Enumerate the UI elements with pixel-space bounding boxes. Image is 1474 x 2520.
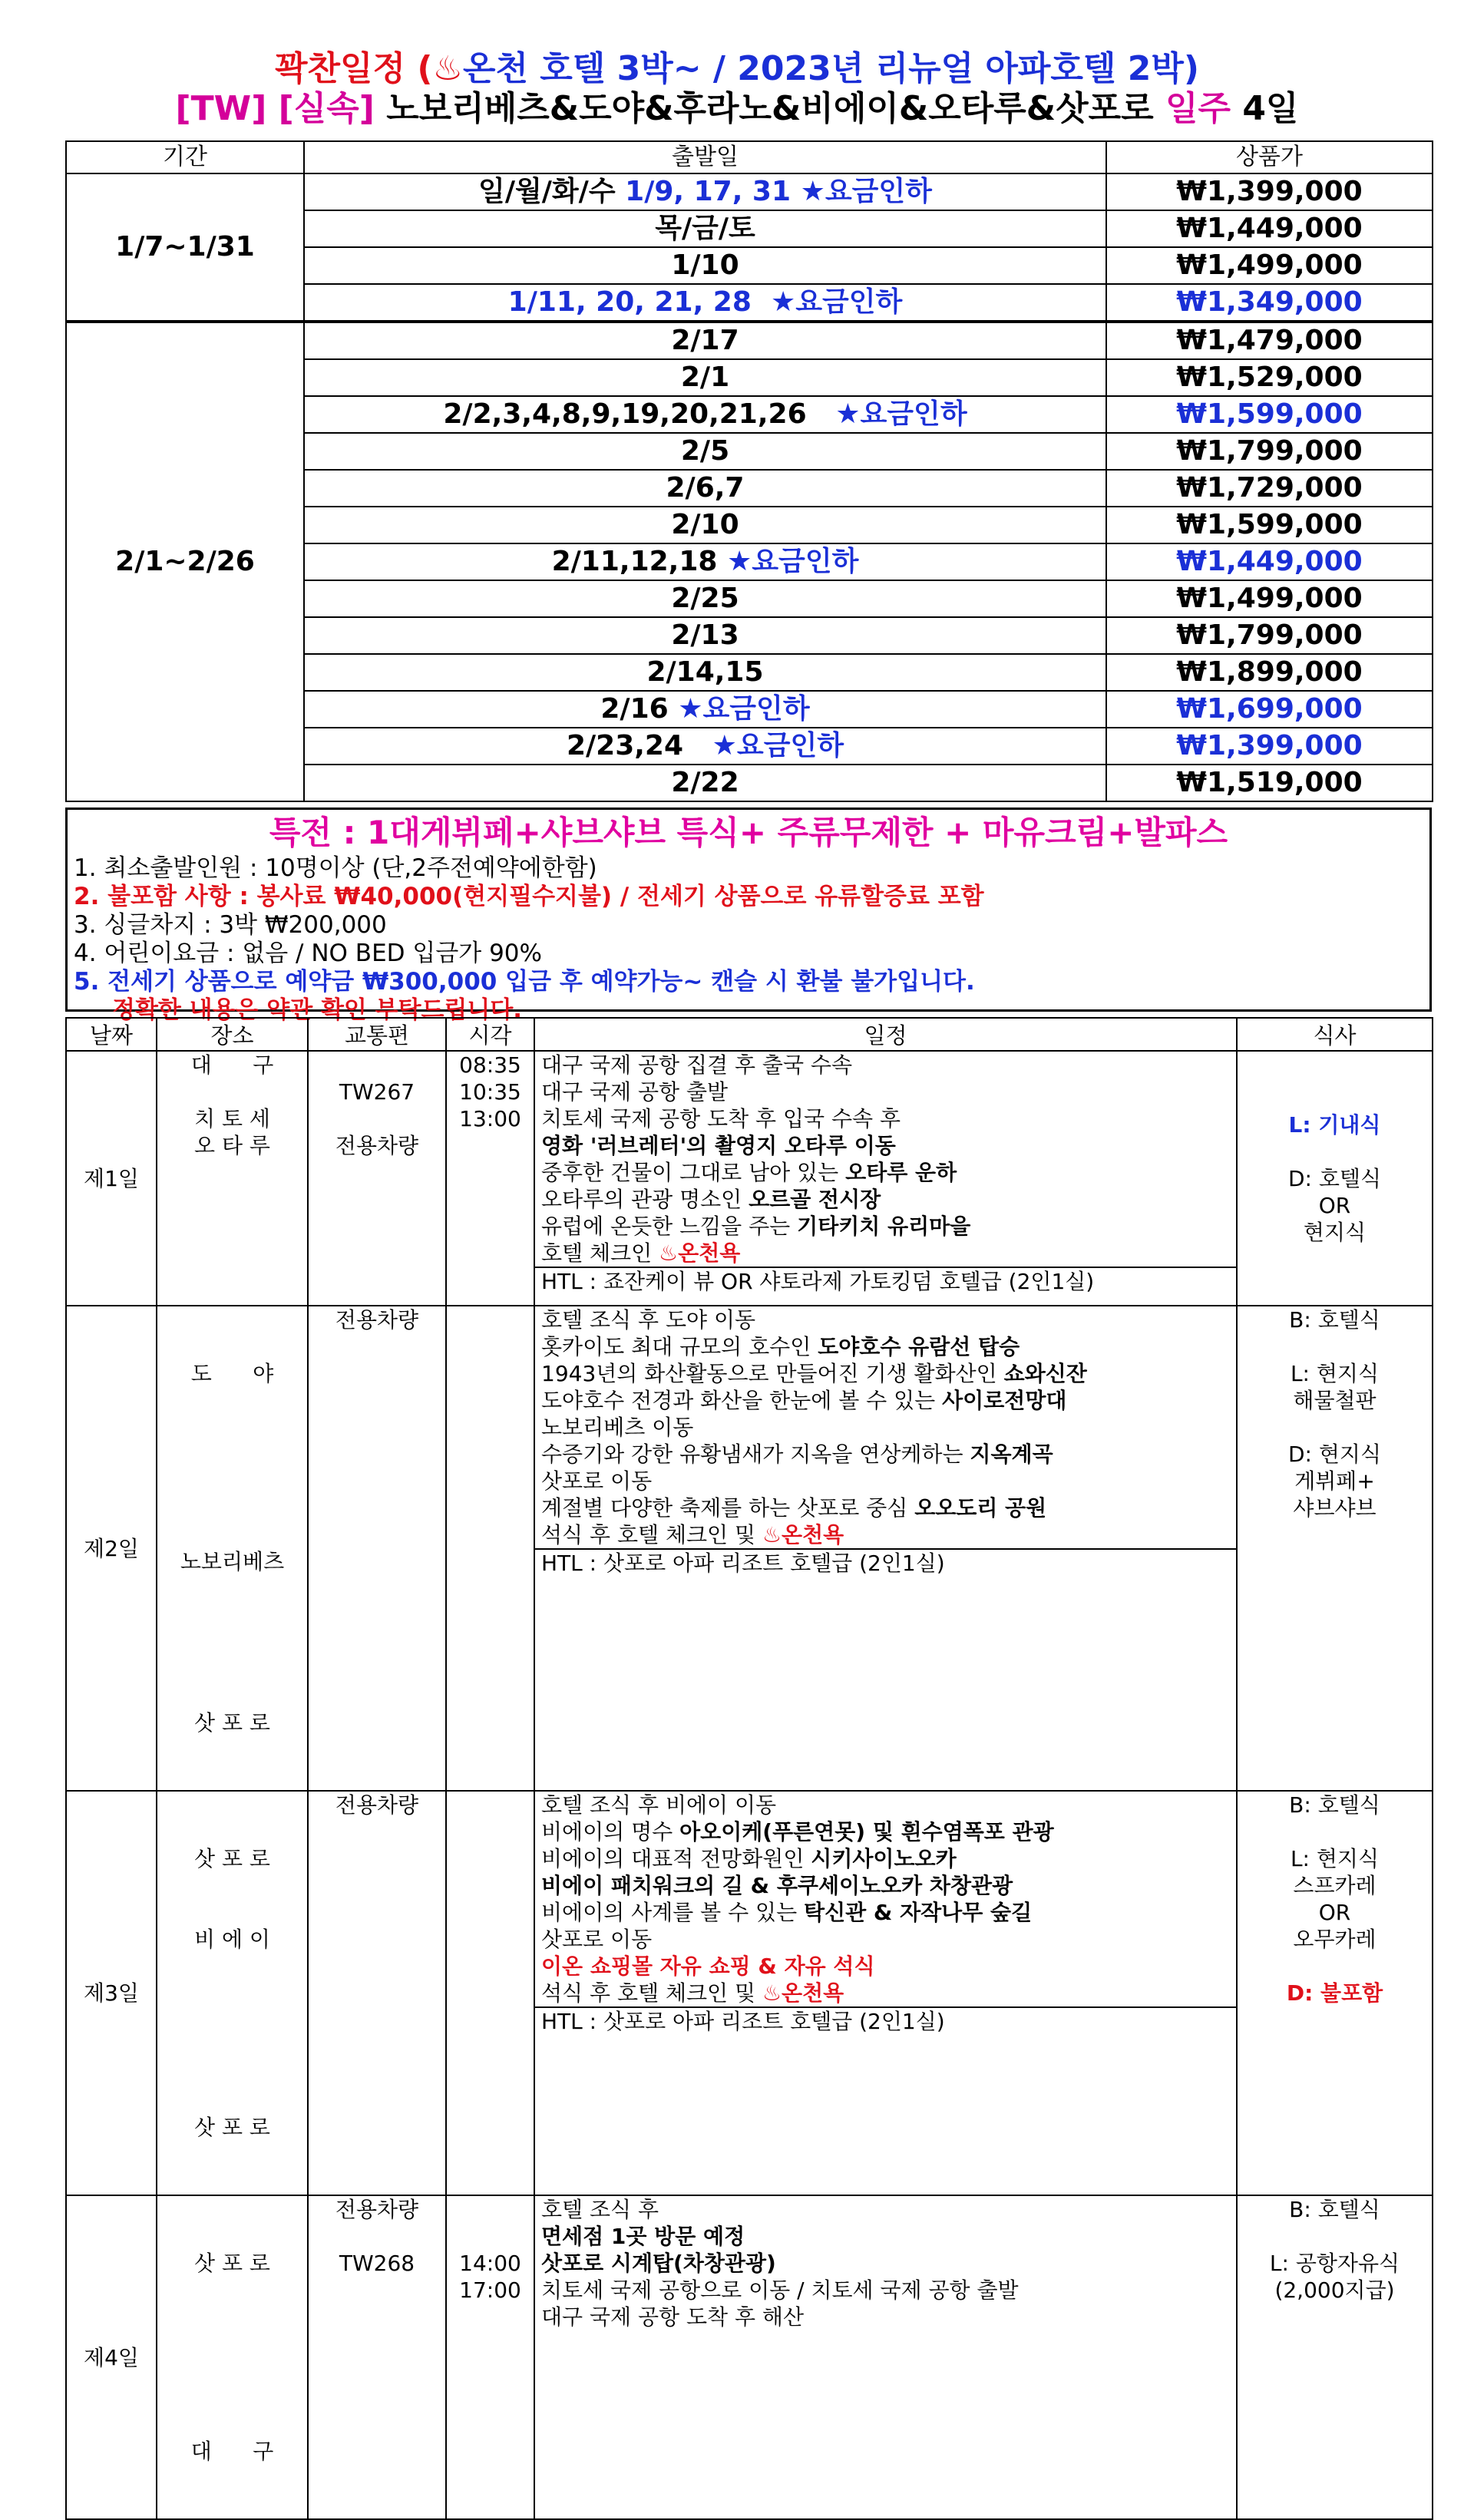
day-schedule: 호텔 조식 후 도야 이동 홋카이도 최대 규모의 호수인 도야호수 유람선 탑승 1943년의 화산활동으로 만들어진 기생 활화산인 쇼와신잔 도야호수 전경과 화산을 한눈에 볼 수 있는 사이로전망대 노보리베츠 이동 수증기와 강한 유황냄새가 지옥을 연상케하는 지옥계곡 삿포로 이동 계절별 다양한 축제를 하는 삿포로 중심 오오도리 공원 석식 후 호텔 체크인 및 ♨온천욕 HTL : 삿포로 아파 리조트 호텔급 (2인1실) bbox=[534, 1306, 1237, 1791]
price-cell: ₩1,599,000 bbox=[1106, 396, 1433, 433]
hot-spring-icon: ♨ bbox=[762, 1980, 782, 2006]
day-row bbox=[66, 1051, 1433, 1306]
hotel-info: HTL : 삿포로 아파 리조트 호텔급 (2인1실) bbox=[535, 2006, 1236, 2035]
departure-cell: 2/16 ★요금인하 bbox=[304, 691, 1106, 728]
day-meals: B: 호텔식 L: 현지식 해물철판 D: 현지식 게뷔페+ 샤브샤브 bbox=[1237, 1306, 1433, 1791]
benefits-heading: 특전 : 1대게뷔페+샤브샤브 특식+ 주류무제한 + 마유크림+발파스 bbox=[269, 814, 1228, 851]
day-places: 삿 포 로 대 구 bbox=[157, 2195, 308, 2519]
day-row bbox=[66, 1791, 1433, 2195]
departure-cell: 2/5 bbox=[304, 433, 1106, 470]
day-label: 제2일 bbox=[66, 1306, 157, 1791]
departure-cell: 2/23,24 ★요금인하 bbox=[304, 728, 1106, 765]
discount-badge: ★요금인하 bbox=[727, 546, 859, 577]
departure-cell: 2/14,15 bbox=[304, 654, 1106, 691]
day-label: 제3일 bbox=[66, 1791, 157, 2195]
day-meals: L: 기내식 D: 호텔식 OR 현지식 bbox=[1237, 1051, 1433, 1306]
note-child-fee: 4. 어린이요금 : 없음 / NO BED 입금가 90% bbox=[74, 940, 542, 967]
departure-cell: 2/6,7 bbox=[304, 470, 1106, 507]
header-period: 기간 bbox=[66, 141, 304, 173]
price-cell: ₩1,599,000 bbox=[1106, 507, 1433, 543]
price-cell: ₩1,799,000 bbox=[1106, 433, 1433, 470]
header-schedule: 일정 bbox=[534, 1018, 1237, 1051]
discount-badge: ★요금인하 bbox=[800, 176, 932, 207]
price-cell: ₩1,529,000 bbox=[1106, 359, 1433, 396]
day-places: 도 야 노보리베츠 삿 포 로 bbox=[157, 1306, 308, 1791]
table-row bbox=[66, 322, 1433, 359]
title-prefix: 꽉찬일정 ( bbox=[275, 49, 433, 88]
day-places: 삿 포 로 비 에 이 삿 포 로 bbox=[157, 1791, 308, 2195]
header-place: 장소 bbox=[157, 1018, 308, 1051]
hotel-info: HTL : 삿포로 아파 리조트 호텔급 (2인1실) bbox=[535, 1548, 1236, 1577]
day-row bbox=[66, 1306, 1433, 1791]
day-label: 제4일 bbox=[66, 2195, 157, 2519]
price-cell: ₩1,729,000 bbox=[1106, 470, 1433, 507]
title-hotel-info: 온천 호텔 3박~ / 2023년 리뉴얼 아파호텔 2박) bbox=[462, 49, 1199, 88]
day-schedule: 호텔 조식 후 면세점 1곳 방문 예정 삿포로 시계탑(차창관광) 치토세 국제 공항으로 이동 / 치토세 국제 공항 출발 대구 국제 공항 도착 후 해산 bbox=[534, 2195, 1237, 2519]
route-text: 노보리베츠&도야&후라노&비에이&오타루&삿포로 bbox=[386, 89, 1154, 128]
tour-word: 일주 bbox=[1165, 89, 1231, 128]
header-departure: 출발일 bbox=[304, 141, 1106, 173]
product-type-tag: [실속] bbox=[278, 89, 375, 128]
departure-cell: 일/월/화/수 1/9, 17, 31 ★요금인하 bbox=[304, 173, 1106, 210]
note-not-included: 2. 불포함 사항 : 봉사료 ₩40,000(현지필수지불) / 전세기 상품으로 유류할증료 포함 bbox=[74, 883, 984, 910]
price-table-header bbox=[66, 141, 1433, 173]
table-row bbox=[66, 173, 1433, 210]
price-table bbox=[65, 140, 1433, 802]
airline-tag: [TW] bbox=[175, 89, 267, 128]
day-schedule: 호텔 조식 후 비에이 이동 비에이의 명수 아오이케(푸른연못) 및 흰수염폭포 관광 비에이의 대표적 전망화원인 시키사이노오카 비에이 패치워크의 길 & 후쿠세이노오카 차창관광 비에이의 사계를 볼 수 있는 탁신관 & 자작나무 숲길 삿포로 이동 이온 쇼핑몰 자유 쇼핑 & 자유 석식 석식 후 호텔 체크인 및 ♨온천욕 HTL : 삿포로 아파 리조트 호텔급 (2인1실) bbox=[534, 1791, 1237, 2195]
header-day: 날짜 bbox=[66, 1018, 157, 1051]
departure-cell: 2/10 bbox=[304, 507, 1106, 543]
header-time: 시각 bbox=[446, 1018, 534, 1051]
hot-spring-icon: ♨ bbox=[659, 1240, 679, 1266]
period-cell: 1/7~1/31 bbox=[66, 173, 304, 322]
hotel-info: HTL : 죠잔케이 뷰 OR 샤토라제 가토킹덤 호텔급 (2인1실) bbox=[535, 1267, 1236, 1295]
note-terms: 정확한 내용은 약관 확인 부탁드립니다. bbox=[112, 996, 523, 1024]
departure-cell: 목/금/토 bbox=[304, 210, 1106, 247]
day-times bbox=[446, 1791, 534, 2195]
departure-cell: 2/17 bbox=[304, 322, 1106, 359]
day-transport: 전용차량 TW268 bbox=[308, 2195, 446, 2519]
price-cell: ₩1,399,000 bbox=[1106, 173, 1433, 210]
hot-spring-icon: ♨ bbox=[432, 49, 463, 88]
discount-badge: ★요금인하 bbox=[712, 730, 844, 761]
day-times bbox=[446, 1306, 534, 1791]
discount-badge: ★요금인하 bbox=[678, 693, 810, 725]
price-cell: ₩1,449,000 bbox=[1106, 210, 1433, 247]
price-cell: ₩1,699,000 bbox=[1106, 691, 1433, 728]
itinerary-table bbox=[65, 1017, 1433, 2520]
departure-cell: 2/11,12,18 ★요금인하 bbox=[304, 543, 1106, 580]
day-transport: 전용차량 bbox=[308, 1306, 446, 1791]
price-cell: ₩1,499,000 bbox=[1106, 247, 1433, 284]
departure-cell: 2/13 bbox=[304, 617, 1106, 654]
note-single-charge: 3. 싱글차지 : 3박 ₩200,000 bbox=[74, 911, 387, 939]
day-label: 제1일 bbox=[66, 1051, 157, 1306]
day-places: 대 구 치 토 세 오 타 루 bbox=[157, 1051, 308, 1306]
header-transport: 교통편 bbox=[308, 1018, 446, 1051]
price-cell: ₩1,499,000 bbox=[1106, 580, 1433, 617]
day-schedule: 대구 국제 공항 집결 후 출국 수속 대구 국제 공항 출발 치토세 국제 공항 도착 후 입국 수속 후 영화 '러브레터'의 촬영지 오타루 이동 중후한 건물이 그대로 남아 있는 오타루 운하 오타루의 관광 명소인 오르골 전시장 유럽에 온듯한 느낌을 주는 기타키치 유리마을 호텔 체크인 ♨온천욕 HTL : 죠잔케이 뷰 OR 샤토라제 가토킹덤 호텔급 (2인1실) bbox=[534, 1051, 1237, 1306]
hot-spring-icon: ♨ bbox=[762, 1522, 782, 1547]
price-cell: ₩1,479,000 bbox=[1106, 322, 1433, 359]
price-cell: ₩1,899,000 bbox=[1106, 654, 1433, 691]
price-cell: ₩1,519,000 bbox=[1106, 765, 1433, 801]
header-meal: 식사 bbox=[1237, 1018, 1433, 1051]
day-transport: 전용차량 bbox=[308, 1791, 446, 2195]
discount-badge: ★요금인하 bbox=[835, 398, 967, 430]
departure-cell: 2/1 bbox=[304, 359, 1106, 396]
departure-cell: 2/25 bbox=[304, 580, 1106, 617]
day-times: 08:35 10:35 13:00 bbox=[446, 1051, 534, 1306]
day-times: 14:00 17:00 bbox=[446, 2195, 534, 2519]
header-price: 상품가 bbox=[1106, 141, 1433, 173]
note-min-people: 1. 최소출발인원 : 10명이상 (단,2주전예약에한함) bbox=[74, 854, 597, 882]
departure-cell: 1/10 bbox=[304, 247, 1106, 284]
period-cell: 2/1~2/26 bbox=[66, 322, 304, 801]
price-cell: ₩1,449,000 bbox=[1106, 543, 1433, 580]
price-cell: ₩1,399,000 bbox=[1106, 728, 1433, 765]
page-title-line1 bbox=[0, 48, 1474, 91]
discount-badge: ★요금인하 bbox=[770, 286, 903, 318]
price-cell: ₩1,799,000 bbox=[1106, 617, 1433, 654]
page-title-line2 bbox=[0, 88, 1474, 130]
duration-text: 4일 bbox=[1242, 89, 1299, 128]
day-row bbox=[66, 2195, 1433, 2519]
itinerary-header bbox=[66, 1018, 1433, 1051]
day-meals: B: 호텔식 L: 현지식 스프카레 OR 오무카레 D: 불포함 bbox=[1237, 1791, 1433, 2195]
day-meals: B: 호텔식 L: 공항자유식 (2,000지급) bbox=[1237, 2195, 1433, 2519]
day-transport: TW267 전용차량 bbox=[308, 1051, 446, 1306]
price-cell: ₩1,349,000 bbox=[1106, 284, 1433, 322]
departure-cell: 1/11, 20, 21, 28 ★요금인하 bbox=[304, 284, 1106, 322]
departure-cell: 2/22 bbox=[304, 765, 1106, 801]
notes-box bbox=[65, 808, 1432, 1024]
note-deposit: 5. 전세기 상품으로 예약금 ₩300,000 입금 후 예약가능~ 캔슬 시 환불 불가입니다. bbox=[74, 968, 975, 996]
departure-cell: 2/2,3,4,8,9,19,20,21,26 ★요금인하 bbox=[304, 396, 1106, 433]
